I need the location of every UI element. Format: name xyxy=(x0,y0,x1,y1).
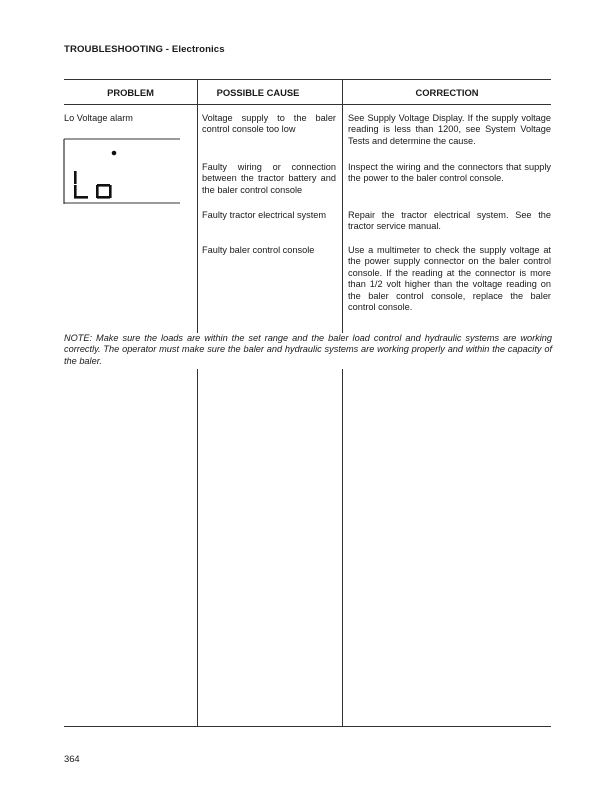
note-text: NOTE: Make sure the loads are within the set range and the baler load control and hydraulic systems are working correctly. The operator must make sure the baler and hydraulic systems are working properly and within the capacity of the baler. xyxy=(64,333,552,369)
lo-display-graphic xyxy=(62,136,182,206)
table-header-rule xyxy=(64,104,551,105)
table-top-rule xyxy=(64,79,551,80)
correction-cell: Inspect the wiring and the connectors that supply the power to the baler control console. xyxy=(348,162,551,184)
correction-cell: Repair the tractor electrical system. See the tractor service manual. xyxy=(348,210,551,232)
lo-display-text: Lo xyxy=(122,198,124,199)
page-number: 364 xyxy=(64,753,80,764)
correction-cell: Use a multimeter to check the supply voltage at the power supply connector on the baler control console. If the reading at the connector is more than 1/2 volt higher than the voltage reading on the baler control console, replace the baler control console. xyxy=(348,245,551,313)
column-header-problem: PROBLEM xyxy=(107,87,154,98)
table-bottom-rule xyxy=(64,726,551,727)
cause-cell: Voltage supply to the baler control console too low xyxy=(202,113,336,135)
cause-cell: Faulty wiring or connection between the tractor battery and the baler control console xyxy=(202,162,336,195)
problem-text: Lo Voltage alarm xyxy=(64,113,133,123)
column-header-possible-cause: POSSIBLE CAUSE xyxy=(216,87,300,98)
cause-cell: Faulty tractor electrical system xyxy=(202,210,327,220)
column-divider-2 xyxy=(342,79,343,727)
correction-cell: See Supply Voltage Display. If the supply voltage reading is less than 1200, see System Voltage Tests and determine the cause. xyxy=(348,113,551,146)
column-header-correction: CORRECTION xyxy=(415,87,479,98)
lo-display-icon xyxy=(62,136,182,206)
cause-cell: Faulty baler control console xyxy=(202,245,315,255)
section-title: TROUBLESHOOTING - Electronics xyxy=(64,44,225,55)
column-divider-1 xyxy=(197,79,198,727)
